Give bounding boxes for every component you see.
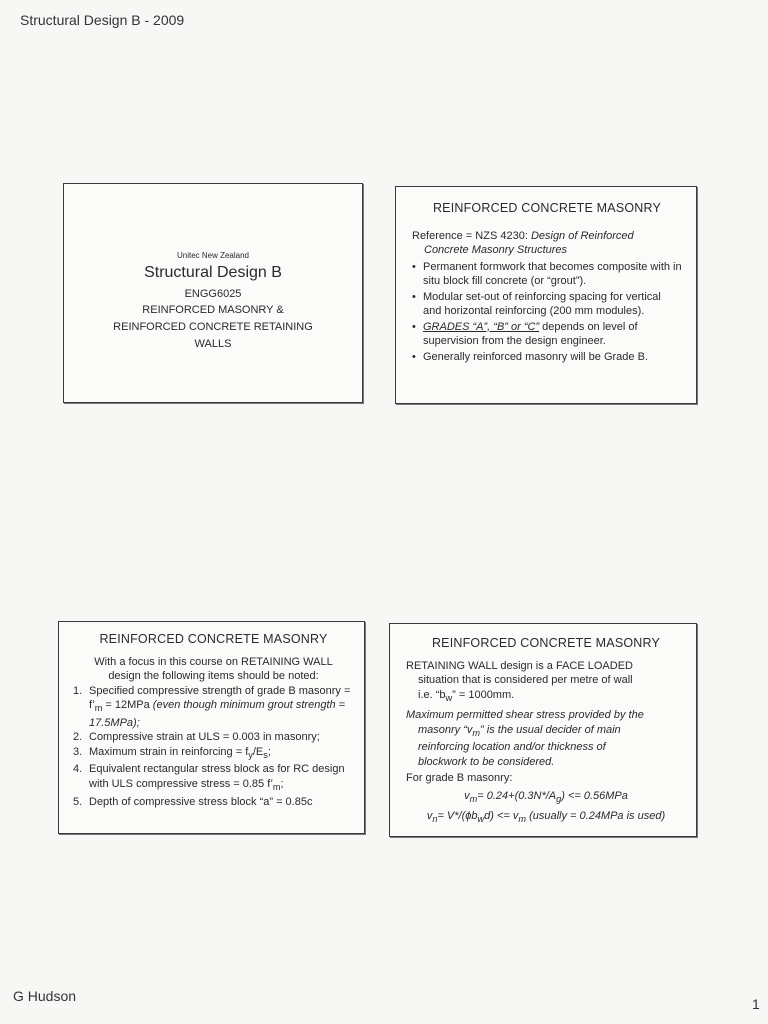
slide-title	[63, 183, 363, 403]
subscript: m	[469, 794, 478, 805]
eq-part: (usually = 0.24MPa is used)	[526, 809, 666, 822]
text-part: ” = 1000mm.	[452, 688, 515, 701]
text-line: RETAINING WALL design is a FACE LOADED	[406, 659, 633, 672]
item-text: Maximum strain in reinforcing = f	[89, 745, 249, 758]
text-part: masonry “v	[418, 723, 473, 736]
list-item	[73, 730, 354, 745]
eq-part: ) <= 0.56MPa	[561, 789, 628, 802]
subscript: w	[445, 692, 453, 703]
subtitle-line: REINFORCED MASONRY &	[142, 304, 284, 316]
reference-title: Design of Reinforced	[530, 229, 634, 242]
list-item: • Generally reinforced masonry will be Grade B.	[412, 350, 682, 365]
eq-part: = 0.24+(0.3N*/A	[477, 789, 557, 802]
item-number: 4.	[73, 763, 83, 776]
slide-heading: REINFORCED CONCRETE MASONRY	[431, 636, 661, 650]
item-number: 5.	[73, 795, 83, 808]
item-text: ;	[267, 745, 271, 758]
text-part: i.e. “b	[418, 688, 446, 701]
slide-face-loaded	[389, 623, 697, 837]
item-text: Compressive strain at ULS = 0.003 in masonry;	[89, 731, 320, 744]
item-number: 2.	[73, 731, 83, 744]
item-text: Equivalent rectangular stress block as for RC design with ULS compressive stress = 0.85 f’	[89, 763, 345, 790]
slide-reinforced-masonry-intro	[395, 186, 697, 404]
text-line	[406, 723, 686, 741]
page-number: 1	[752, 996, 760, 1012]
subscript: w	[477, 813, 485, 824]
item-text: /E	[252, 745, 264, 758]
paragraph-face-loaded	[406, 659, 686, 706]
bullet-list	[412, 260, 682, 365]
item-text: Depth of compressive stress block “a” = 0.85c	[89, 795, 313, 808]
grades-rest: depends on level of supervision from the design engineer.	[423, 320, 638, 347]
list-item	[73, 684, 354, 731]
grade-b-label: For grade B masonry:	[406, 772, 513, 785]
reference-prefix: Reference = NZS 4230:	[412, 229, 531, 242]
institution-name: Unitec New Zealand	[176, 251, 250, 260]
item-number: 1.	[73, 684, 83, 697]
eq-part: = V*/(ϕb	[437, 809, 478, 822]
slide-subtitle	[64, 302, 362, 353]
footer-author: G Hudson	[13, 988, 77, 1004]
subscript: y	[248, 749, 253, 760]
subscript: m	[272, 782, 281, 793]
text-line: blockwork to be considered.	[418, 755, 555, 768]
numbered-list	[73, 684, 354, 810]
list-item: • Modular set-out of reinforcing spacing for vertical and horizontal reinforcing (200 mm modules).	[412, 290, 682, 319]
course-title: Structural Design B	[144, 264, 282, 281]
text-part: ” is the usual decider of main	[480, 723, 621, 736]
list-item	[73, 762, 354, 794]
item-note: (even though minimum grout strength = 17.5MPa);	[89, 699, 346, 729]
subscript: s	[263, 749, 268, 760]
subscript: g	[556, 794, 562, 805]
subtitle-line: WALLS	[194, 338, 232, 350]
item-text: = 12MPa	[102, 699, 153, 711]
item-number: 3.	[73, 745, 83, 758]
grades-text: GRADES “A”, “B” or “C”	[423, 320, 540, 333]
subscript: m	[94, 703, 103, 714]
subscript: n	[432, 813, 438, 824]
slide-heading: REINFORCED CONCRETE MASONRY	[432, 201, 662, 215]
slide-design-items	[58, 621, 365, 834]
eq-part: v	[464, 789, 470, 802]
subscript: m	[518, 813, 527, 824]
paragraph-shear-stress	[406, 708, 686, 769]
list-item	[412, 320, 682, 349]
list-item	[73, 795, 354, 810]
text-line: Maximum permitted shear stress provided by the	[406, 709, 644, 722]
intro-text	[73, 655, 354, 684]
page-header: Structural Design B - 2009	[20, 12, 185, 28]
text-line: reinforcing location and/or thickness of	[418, 741, 606, 754]
eq-part: d) <= v	[484, 809, 519, 822]
item-text: ;	[280, 777, 284, 790]
text-line	[406, 688, 686, 706]
subscript: m	[472, 727, 481, 738]
equation-vn	[406, 809, 686, 827]
course-code: ENGG6025	[184, 288, 242, 300]
intro-line: design the following items should be noted:	[108, 670, 319, 682]
equation-vm	[406, 789, 686, 807]
slide-heading: REINFORCED CONCRETE MASONRY	[99, 632, 328, 646]
eq-part: v	[426, 809, 433, 822]
list-item	[73, 745, 354, 763]
text-line: situation that is considered per metre of wall	[418, 674, 633, 686]
reference-text	[412, 229, 682, 258]
reference-title-cont: Concrete Masonry Structures	[424, 244, 568, 256]
item-text: Specified compressive strength of grade B masonry = f’	[89, 684, 351, 711]
subtitle-line: REINFORCED CONCRETE RETAINING	[113, 321, 313, 333]
list-item: • Permanent formwork that becomes composite with in situ block fill concrete (or “grout”).	[412, 260, 682, 289]
intro-line: With a focus in this course on RETAINING WALL	[94, 655, 333, 668]
